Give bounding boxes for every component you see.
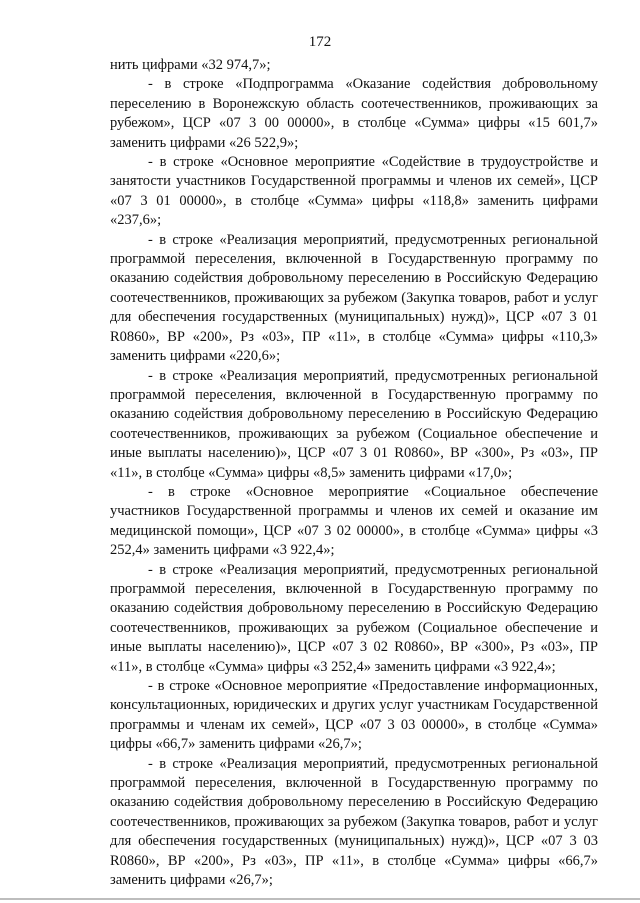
scan-bottom-edge <box>0 898 640 900</box>
paragraph: - в строке «Основное мероприятие «Содействие в трудоустройстве и занятости участников Государственной программы и членов их семей», ЦСР «07 3 01 00000», в столбце «Сумма» цифры «118,8» заменить цифрами «237,6»; <box>110 154 598 229</box>
paragraph: - в строке «Реализация мероприятий, предусмотренных региональной программой переселения, включенной в Государственную программу по оказанию содействия добровольному переселению в Российскую Федерацию соотечественников, проживающих за рубежом (Социальное обеспечение и иные выплаты населению)», ЦСР «07 3 02 R0860», ВР «300», Рз «03», ПР «11», в столбце «Сумма» цифры «3 252,4» заменить цифрами «3 922,4»; <box>110 561 598 675</box>
paragraph: - в строке «Реализация мероприятий, предусмотренных региональной программой переселения, включенной в Государственную программу по оказанию содействия добровольному переселению в Российскую Федерацию соотечественников, проживающих за рубежом (Социальное обеспечение и иные выплаты населению)», ЦСР «07 3 01 R0860», ВР «300», Рз «03», ПР «11», в столбце «Сумма» цифры «8,5» заменить цифрами «17,0»; <box>110 367 598 481</box>
document-body <box>110 56 598 890</box>
paragraph: - в строке «Реализация мероприятий, предусмотренных региональной программой переселения, включенной в Государственную программу по оказанию содействия добровольному переселению в Российскую Федерацию соотечественников, проживающих за рубежом (Закупка товаров, работ и услуг для обеспечения государственных (муниципальных) нужд)», ЦСР «07 3 03 R0860», ВР «200», Рз «03», ПР «11», в столбце «Сумма» цифры «66,7» заменить цифрами «26,7»; <box>110 755 598 889</box>
paragraph: - в строке «Основное мероприятие «Предоставление информационных, консультационных, юридических и других услуг участникам Государственной программы и членам их семей», ЦСР «07 3 03 00000», в столбце «Сумма» цифры «66,7» заменить цифрами «26,7»; <box>110 678 598 753</box>
paragraph: нить цифрами «32 974,7»; <box>110 57 271 73</box>
paragraph: - в строке «Реализация мероприятий, предусмотренных региональной программой переселения, включенной в Государственную программу по оказанию содействия добровольному переселению в Российскую Федерацию соотечественников, проживающих за рубежом (Закупка товаров, работ и услуг для обеспечения государственных (муниципальных) нужд)», ЦСР «07 3 01 R0860», ВР «200», Рз «03», ПР «11», в столбце «Сумма» цифры «110,3» заменить цифрами «220,6»; <box>110 231 598 365</box>
page-number: 172 <box>308 34 332 50</box>
paragraph: - в строке «Основное мероприятие «Социальное обеспечение участников Государственной программы и членов их семей и оказание им медицинской помощи», ЦСР «07 3 02 00000», в столбце «Сумма» цифры «3 252,4» заменить цифрами «3 922,4»; <box>110 483 598 559</box>
paragraph: - в строке «Подпрограмма «Оказание содействия добровольному переселению в Воронежскую область соотечественников, проживающих за рубежом», ЦСР «07 3 00 00000», в столбце «Сумма» цифры «15 601,7» заменить цифрами «26 522,9»; <box>110 76 598 151</box>
